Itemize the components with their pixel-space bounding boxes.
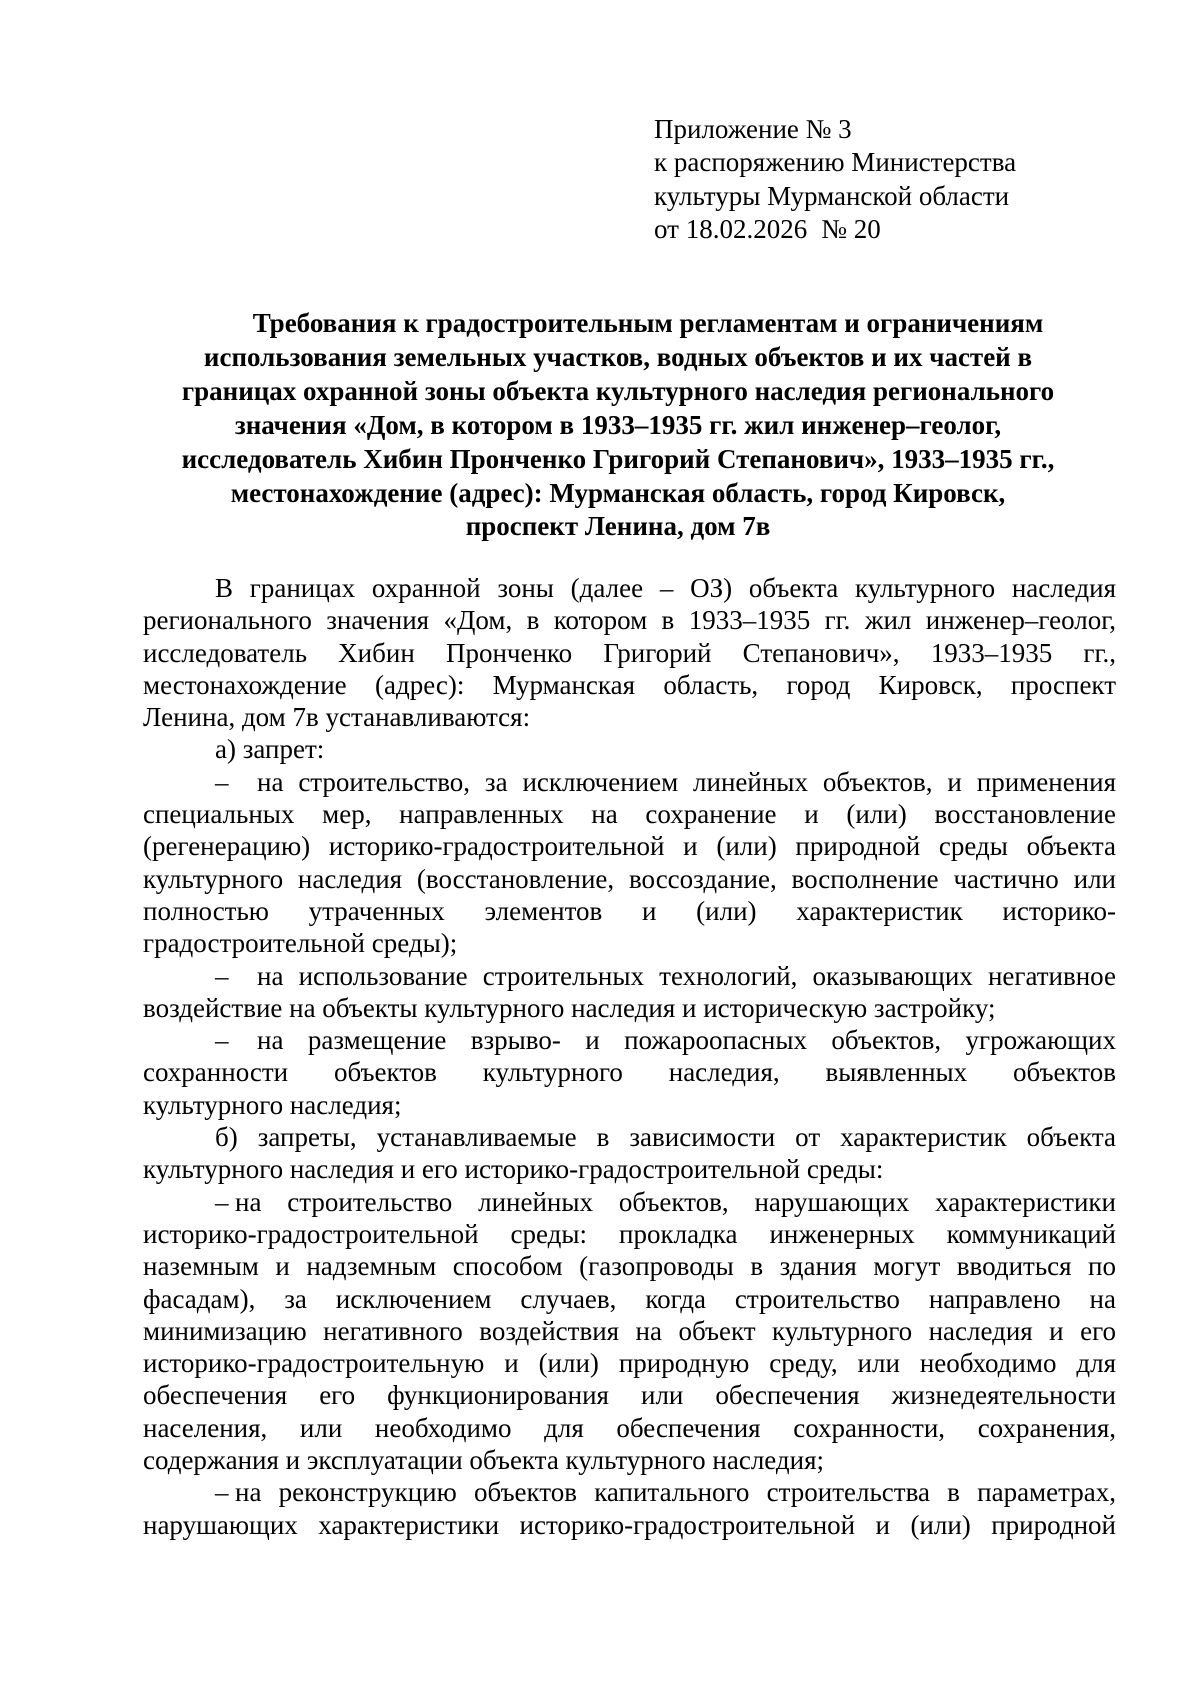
item-b-paragraph [143, 1121, 1116, 1186]
paragraph-line: исследователь Хибин Пронченко Григорий Степанович», 1933–1935 гг., [143, 637, 1116, 668]
paragraph-text: на строительство, за исключением линейных объектов, и применения [257, 766, 1116, 797]
paragraph-line: регионального значения «Дом, в котором в 1933–1935 гг. жил инженер–геолог, [143, 605, 1116, 636]
list-dash: – [215, 1477, 229, 1508]
title-line: значения «Дом, в котором в 1933–1935 гг. жил инженер–геолог, [234, 409, 1002, 440]
paragraph-text: на реконструкцию объектов капитального строительства в параметрах, [235, 1477, 1116, 1508]
item-a1-paragraph [143, 766, 1116, 960]
list-dash: – [215, 960, 229, 991]
title-line: проспект Ленина, дом 7в [465, 511, 771, 542]
paragraph-line: нарушающих характеристики историко-градостроительной и (или) природной [143, 1509, 1116, 1540]
approval-ministry: культуры Мурманской области [654, 180, 1010, 211]
paragraph-line: (регенерацию) историко-градостроительной и (или) природной среды объекта [143, 831, 1116, 862]
paragraph-line [143, 960, 1116, 992]
item-b1-paragraph [143, 1186, 1116, 1477]
approval-number: № 20 [821, 213, 881, 244]
approval-block [654, 113, 1016, 246]
paragraph-line: градостроительной среды); [143, 928, 458, 959]
paragraph-line: В границах охранной зоны (далее – ОЗ) объекта культурного наследия [215, 573, 1116, 603]
paragraph-line: сохранности объектов культурного наследия, выявленных объектов [143, 1057, 1116, 1088]
paragraph-text: на размещение взрыво- и пожароопасных объектов, угрожающих [257, 1025, 1116, 1056]
item-b2-paragraph [143, 1476, 1116, 1541]
document-title [150, 307, 1086, 544]
list-dash: – [215, 1025, 229, 1056]
paragraph-line: культурного наследия (восстановление, воссоздание, восполнение частично или [143, 863, 1116, 894]
approval-date-line [654, 213, 1016, 246]
paragraph-line: местонахождение (адрес): Мурманская область, город Кировск, проспект [143, 669, 1116, 700]
paragraph-line: специальных мер, направленных на сохранение и (или) восстановление [143, 799, 1116, 830]
paragraph-line: наземным и надземным способом (газопроводы в здания могут вводиться по [143, 1251, 1116, 1282]
item-a-heading: а) запрет: [215, 734, 325, 765]
approval-appendix-number: Приложение № 3 [654, 114, 852, 144]
title-line: использования земельных участков, водных объектов и их частей в [203, 341, 1033, 372]
item-a3-paragraph [143, 1024, 1116, 1121]
approval-order-reference: к распоряжению Министерства [654, 147, 1017, 178]
paragraph-line [143, 1186, 1116, 1218]
paragraph-line: Ленина, дом 7в устанавливаются: [143, 702, 531, 733]
paragraph-line [143, 1476, 1116, 1508]
paragraph-line: культурного наследия и его историко-градостроительной среды: [143, 1154, 884, 1185]
intro-paragraph [143, 572, 1116, 733]
list-dash: – [215, 766, 229, 797]
title-line: границах охранной зоны объекта культурного наследия регионального [181, 375, 1055, 406]
paragraph-text: на использование строительных технологий, оказывающих негативное [257, 960, 1116, 991]
title-line: исследователь Хибин Пронченко Григорий Степанович», 1933–1935 гг., [181, 443, 1055, 474]
approval-date: от 18.02.2026 [654, 213, 808, 244]
list-dash: – [215, 1186, 229, 1217]
paragraph-line [143, 1024, 1116, 1056]
paragraph-text: на строительство линейных объектов, нарушающих характеристики [235, 1186, 1116, 1217]
item-a2-paragraph [143, 960, 1116, 1025]
paragraph-line: б) запреты, устанавливаемые в зависимости от характеристик объекта [215, 1122, 1116, 1153]
paragraph-line: минимизацию негативного воздействия на объект культурного наследия и его [143, 1315, 1116, 1346]
paragraph-line: фасадам), за исключением случаев, когда строительство направлено на [143, 1283, 1116, 1314]
paragraph-line [143, 766, 1116, 798]
paragraph-line: историко-градостроительной среды: прокладка инженерных коммуникаций [143, 1218, 1116, 1249]
paragraph-line: историко-градостроительную и (или) природную среду, или необходимо для [143, 1348, 1116, 1379]
title-line: местонахождение (адрес): Мурманская область, город Кировск, [230, 477, 1006, 508]
paragraph-line: воздействие на объекты культурного наследия и историческую застройку; [143, 992, 996, 1023]
title-line: Требования к градостроительным регламентам и ограничениям [252, 308, 1044, 338]
paragraph-line: содержания и эксплуатации объекта культурного наследия; [143, 1445, 825, 1476]
paragraph-line: населения, или необходимо для обеспечения сохранности, сохранения, [143, 1412, 1116, 1443]
document-body [143, 572, 1116, 1541]
paragraph-line: культурного наследия; [143, 1089, 402, 1120]
paragraph-line: полностью утраченных элементов и (или) характеристик историко- [143, 895, 1116, 926]
paragraph-line: обеспечения его функционирования или обеспечения жизнедеятельности [143, 1380, 1116, 1411]
